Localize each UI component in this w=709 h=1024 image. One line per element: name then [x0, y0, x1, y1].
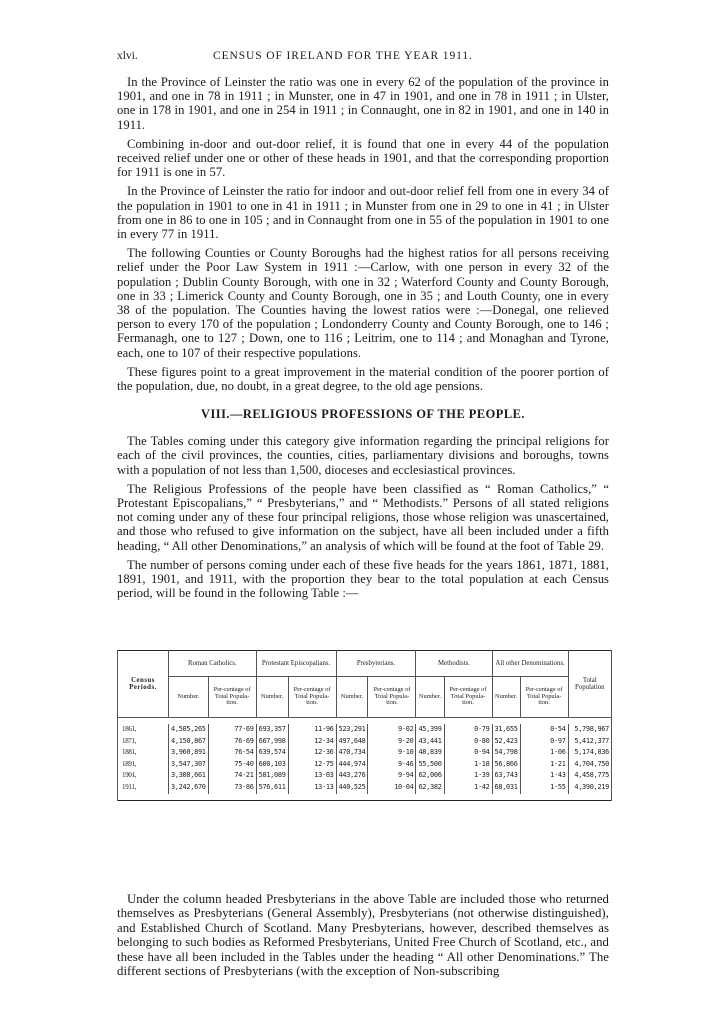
page-header: [117, 50, 609, 66]
number-header: Number.: [336, 677, 368, 718]
me-percent-cell: 0·79: [444, 724, 492, 736]
rc-percent-cell: 75·40: [208, 759, 256, 771]
pr-percent-cell: 10·04: [368, 782, 416, 794]
table-spacer: [118, 794, 612, 801]
rc-number-cell: 3,960,891: [169, 747, 209, 759]
pr-number-cell: 523,291: [336, 724, 368, 736]
pe-percent-cell: 13·13: [288, 782, 336, 794]
page-number: xlvi.: [117, 50, 138, 62]
paragraph-leinster-ratio: In the Province of Leinster the ratio was one in every 62 of the population of the province in 1901, and one in 78 in 1911 ; in Munster, one in 47 in 1901, and one in 78 in 1911 ; in Ulster, one in 178 in 1901, and one in 254 in 1911 ; in Connaught, one in 82 in 1901, and one in 140 in 1911.: [117, 75, 609, 132]
other-percent-cell: 1·55: [520, 782, 568, 794]
total-cell: 5,412,377: [568, 736, 611, 748]
me-number-cell: 55,500: [416, 759, 444, 771]
pe-percent-cell: 11·96: [288, 724, 336, 736]
percentage-header: Per-centage of Total Popula-tion.: [368, 677, 416, 718]
rc-number-cell: 3,242,670: [169, 782, 209, 794]
table-row: [118, 736, 612, 748]
percentage-header: Per-centage of Total Popula-tion.: [208, 677, 256, 718]
paragraph-county-ratios: The following Counties or County Boroughs had the highest ratios for all persons receiving relief under the Poor Law System in 1911 :—Carlow, with one person in every 32 of the population ; Dublin County Borough, with one in 32 ; Waterford County and County Borough, one in 33 ; Limerick County and County Borough, one in 35 ; and Louth County, one in every 38 of the population. The Counties having the lowest ratios were :—Donegal, one relieved person to every 170 of the population ; Londonderry County and County Borough, one to 146 ; Fermanagh, one to 127 ; Down, one to 116 ; Leitrim, one to 114 ; and Monaghan and Tyrone, each, one to 107 of their respective populations.: [117, 246, 609, 360]
pr-number-cell: 444,974: [336, 759, 368, 771]
rc-number-cell: 3,547,307: [169, 759, 209, 771]
table-row: [118, 747, 612, 759]
pe-number-cell: 639,574: [256, 747, 288, 759]
pr-number-cell: 440,525: [336, 782, 368, 794]
pr-percent-cell: 9·10: [368, 747, 416, 759]
other-percent-cell: 0·97: [520, 736, 568, 748]
rc-number-cell: 4,150,867: [169, 736, 209, 748]
paragraph-improvement: These figures point to a great improvement in the material condition of the poorer portion of the population, due, no doubt, in a great degree, to the old age pensions.: [117, 364, 609, 394]
rc-percent-cell: 74·21: [208, 770, 256, 782]
year-cell: 1911,: [118, 782, 169, 794]
rc-percent-cell: 76·54: [208, 747, 256, 759]
pr-percent-cell: 9·46: [368, 759, 416, 771]
other-number-cell: 54,798: [492, 747, 520, 759]
pr-percent-cell: 9·20: [368, 736, 416, 748]
number-header: Number.: [169, 677, 209, 718]
body-text-top: [117, 75, 609, 606]
other-number-cell: 63,743: [492, 770, 520, 782]
pe-percent-cell: 12·34: [288, 736, 336, 748]
year-cell: 1871,: [118, 736, 169, 748]
total-cell: 5,174,836: [568, 747, 611, 759]
me-number-cell: 62,006: [416, 770, 444, 782]
year-cell: 1901,: [118, 770, 169, 782]
total-cell: 4,704,750: [568, 759, 611, 771]
pe-number-cell: 576,611: [256, 782, 288, 794]
paragraph-provincial-relief: In the Province of Leinster the ratio for indoor and out-door relief fell from one in every 34 of the population in 1901 to one in 41 in 1911 ; in Munster from one in 29 to one in 41 ; in Ulster from one in 86 to one in 105 ; and in Connaught from one in 55 of the population in 1901 to one in every 77 in 1911.: [117, 184, 609, 242]
me-percent-cell: 1·39: [444, 770, 492, 782]
total-cell: 4,458,775: [568, 770, 611, 782]
pr-number-cell: 497,648: [336, 736, 368, 748]
other-number-cell: 56,866: [492, 759, 520, 771]
group-header-roman-catholics: Roman Catholics.: [169, 651, 257, 677]
percentage-header: Per-centage of Total Popula-tion.: [520, 677, 568, 718]
other-percent-cell: 1·21: [520, 759, 568, 771]
group-header-presbyterians: Presbyterians.: [336, 651, 416, 677]
percentage-header: Per-centage of Total Popula-tion.: [288, 677, 336, 718]
pr-number-cell: 443,276: [336, 770, 368, 782]
me-number-cell: 45,399: [416, 724, 444, 736]
paragraph-classification: The Religious Professions of the people have been classified as “ Roman Catholics,” “ Protestant Episcopalians,” “ Presbyterians,” and “ Methodists.” Persons of all stated religions not coming under any of these four principal religions, those whose religion was unascertained, and those who refused to give information on the subject, have all been included under a fifth heading, “ All other Denominations,” an analysis of which will be found at the foot of Table 29.: [117, 481, 609, 553]
number-header: Number.: [256, 677, 288, 718]
table-row: [118, 724, 612, 736]
rc-number-cell: 3,308,661: [169, 770, 209, 782]
group-header-methodists: Methodists.: [416, 651, 492, 677]
pe-percent-cell: 13·03: [288, 770, 336, 782]
other-percent-cell: 0·54: [520, 724, 568, 736]
me-percent-cell: 1·18: [444, 759, 492, 771]
rc-percent-cell: 77·69: [208, 724, 256, 736]
pe-number-cell: 581,089: [256, 770, 288, 782]
pe-number-cell: 667,998: [256, 736, 288, 748]
table-row: [118, 770, 612, 782]
year-cell: 1861,: [118, 724, 169, 736]
rc-percent-cell: 76·69: [208, 736, 256, 748]
running-title: CENSUS OF IRELAND FOR THE YEAR 1911.: [213, 50, 473, 62]
percentage-header: Per-centage of Total Popula-tion.: [444, 677, 492, 718]
total-cell: 5,798,967: [568, 724, 611, 736]
me-percent-cell: 1·42: [444, 782, 492, 794]
paragraph-presbyterians-note: Under the column headed Presbyterians in the above Table are included those who returned themselves as Presbyterians (General Assembly), Presbyterians (not otherwise distinguished), and Established Church of Scotland. Many Presbyterians, however, described themselves as belonging to such bodies as Reformed Presbyterians, United Free Church of Scotland, etc., and these have all been included in the Tables under the heading “ All other Denominations.” The different sections of Presbyterians (with the exception of Non-subscribing: [117, 892, 609, 979]
table-row: [118, 759, 612, 771]
paragraph-tables-info: The Tables coming under this category give information regarding the principal religions for each of the civil provinces, the counties, cities, parliamentary divisions and boroughs, towns with a population of not less than 1,500, dioceses and ecclesiastical provinces.: [117, 434, 609, 477]
number-header: Number.: [492, 677, 520, 718]
group-header-all-other: All other Denominations.: [492, 651, 568, 677]
religions-table: [117, 650, 612, 801]
body-text-bottom: [117, 892, 609, 983]
section-heading: VIII.—RELIGIOUS PROFESSIONS OF THE PEOPLE.: [201, 407, 525, 422]
me-percent-cell: 0·94: [444, 747, 492, 759]
total-population-header: Total Population: [568, 651, 611, 718]
pr-number-cell: 470,734: [336, 747, 368, 759]
other-number-cell: 52,423: [492, 736, 520, 748]
paragraph-combined-relief: Combining in-door and out-door relief, it is found that one in every 44 of the population received relief under one or other of these heads in 1901, and that the corresponding proportion for 1911 is one in 57.: [117, 136, 609, 180]
pe-number-cell: 600,103: [256, 759, 288, 771]
pe-number-cell: 693,357: [256, 724, 288, 736]
total-cell: 4,390,219: [568, 782, 611, 794]
year-cell: 1891,: [118, 759, 169, 771]
other-number-cell: 68,031: [492, 782, 520, 794]
me-percent-cell: 0·80: [444, 736, 492, 748]
pr-percent-cell: 9·02: [368, 724, 416, 736]
group-header-protestant-episcopalians: Protestant Episcopalians.: [256, 651, 336, 677]
rc-percent-cell: 73·86: [208, 782, 256, 794]
me-number-cell: 62,382: [416, 782, 444, 794]
me-number-cell: 48,839: [416, 747, 444, 759]
pe-percent-cell: 12·75: [288, 759, 336, 771]
table-row: [118, 782, 612, 794]
census-periods-header: Census Periods.: [118, 651, 169, 718]
other-percent-cell: 1·06: [520, 747, 568, 759]
pe-percent-cell: 12·36: [288, 747, 336, 759]
paragraph-table-intro: The number of persons coming under each of these five heads for the years 1861, 1871, 1881, 1891, 1901, and 1911, with the proportion they bear to the total population at each Census period, will be found in the following Table :—: [117, 557, 609, 601]
year-cell: 1881,: [118, 747, 169, 759]
pr-percent-cell: 9·94: [368, 770, 416, 782]
other-percent-cell: 1·43: [520, 770, 568, 782]
other-number-cell: 31,655: [492, 724, 520, 736]
number-header: Number.: [416, 677, 444, 718]
me-number-cell: 43,441: [416, 736, 444, 748]
rc-number-cell: 4,505,265: [169, 724, 209, 736]
